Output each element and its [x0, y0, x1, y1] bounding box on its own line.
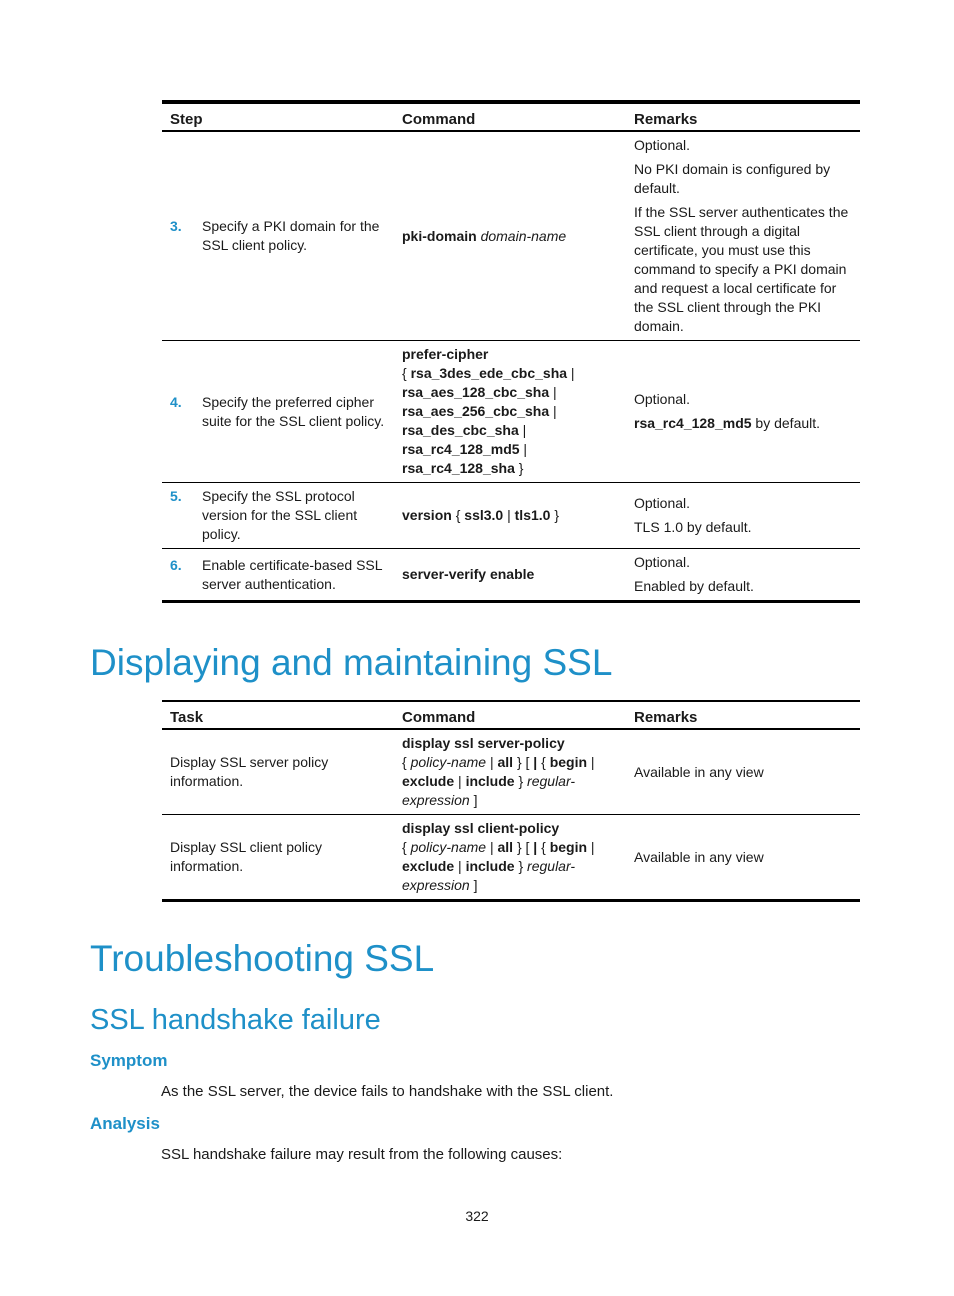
remarks-cell	[626, 131, 860, 341]
table-row	[162, 815, 860, 901]
command-segment: regular-expression	[402, 858, 576, 893]
command-segment: }	[550, 507, 560, 523]
command-segment: |	[533, 754, 538, 770]
step-description: Specify the SSL protocol version for the SSL client policy.	[202, 488, 358, 542]
command-segment: begin	[549, 754, 588, 770]
command-segment: ]	[469, 877, 478, 893]
command-segment: |	[587, 754, 595, 770]
command-segment: include	[465, 773, 515, 789]
step-command-table	[162, 100, 860, 603]
step-description: Enable certificate-based SSL server authentication.	[202, 556, 383, 592]
analysis-text: SSL handshake failure may result from the following causes:	[161, 1146, 563, 1163]
command-segment: |	[519, 441, 528, 457]
command-cell	[394, 549, 626, 602]
remark-segment: No PKI domain is configured by default.	[634, 161, 831, 196]
command-segment: regular-expression	[402, 773, 576, 808]
header-step: Step	[170, 111, 203, 128]
table-row	[162, 549, 860, 602]
remark-paragraph	[634, 390, 852, 409]
table-row	[162, 341, 860, 483]
remark-paragraph	[634, 136, 852, 155]
command-segment: }	[514, 773, 528, 789]
command-cell	[394, 341, 626, 483]
command-segment: } [	[513, 839, 534, 855]
step-number: 4.	[170, 393, 182, 410]
remark-paragraph	[634, 494, 852, 513]
command-segment: |	[587, 839, 595, 855]
header-command: Command	[402, 709, 476, 726]
remark-segment: Optional.	[634, 391, 691, 407]
task-cell: Display SSL server policy information.	[170, 754, 329, 789]
remark-segment: If the SSL server authenticates the SSL client through a digital certificate, you must use this command to specify a PKI domain and request a local certificate for the SSL client through the PKI domain.	[634, 204, 849, 334]
command-segment: policy-name	[410, 839, 487, 855]
header-task: Task	[170, 709, 204, 726]
header-command: Command	[402, 111, 476, 128]
step-cell	[162, 131, 394, 341]
remark-paragraph	[634, 577, 852, 596]
command-segment: ssl3.0	[464, 507, 504, 523]
command-segment: |	[486, 754, 498, 770]
command-segment: |	[486, 839, 498, 855]
command-segment: {	[402, 754, 411, 770]
command-segment: exclude	[402, 858, 455, 874]
command-segment: |	[454, 773, 466, 789]
step-description: Specify the preferred cipher suite for the SSL client policy.	[202, 393, 385, 429]
remark-segment: rsa_rc4_128_md5	[634, 415, 752, 431]
table-row	[162, 729, 860, 815]
command-segment: |	[567, 365, 575, 381]
command-segment: rsa_aes_128_cbc_sha	[402, 384, 550, 400]
remark-segment: Optional.	[634, 495, 691, 511]
section-title-displaying: Displaying and maintaining SSL	[90, 642, 613, 683]
command-cell	[394, 815, 626, 901]
table-row	[162, 131, 860, 341]
analysis-heading: Analysis	[90, 1114, 160, 1133]
command-segment: rsa_des_cbc_sha	[402, 422, 519, 438]
remarks-cell: Available in any view	[634, 848, 764, 865]
remark-segment: Enabled by default.	[634, 578, 754, 594]
command-segment: all	[497, 839, 514, 855]
command-segment: }	[514, 858, 528, 874]
command-segment: {	[537, 754, 550, 770]
remark-paragraph	[634, 553, 852, 572]
remark-segment: Optional.	[634, 137, 691, 153]
command-segment: |	[454, 858, 466, 874]
subsection-title: SSL handshake failure	[90, 1004, 381, 1036]
page-number: 322	[465, 1208, 489, 1224]
remark-segment: TLS 1.0 by default.	[634, 519, 752, 535]
command-segment: rsa_aes_256_cbc_sha	[402, 403, 550, 419]
task-cell: Display SSL client policy information.	[170, 839, 322, 874]
command-segment: }	[514, 460, 524, 476]
command-segment: all	[497, 754, 514, 770]
command-segment: |	[533, 839, 538, 855]
remark-segment: by default.	[751, 415, 821, 431]
command-cell	[394, 131, 626, 341]
table-header-row	[162, 102, 860, 131]
command-segment: |	[503, 507, 515, 523]
step-wrapper	[170, 487, 386, 544]
step-cell	[162, 341, 394, 483]
command-segment: |	[518, 422, 527, 438]
step-number: 5.	[170, 488, 182, 504]
command-segment: include	[465, 858, 515, 874]
command-segment: {	[402, 839, 411, 855]
command-segment: } [	[513, 754, 534, 770]
step-number: 3.	[170, 218, 182, 234]
table-row	[162, 483, 860, 549]
command-segment: rsa_rc4_128_sha	[402, 460, 515, 476]
command-segment: |	[549, 384, 557, 400]
header-remarks: Remarks	[634, 709, 698, 726]
step-wrapper	[170, 217, 386, 255]
remarks-cell	[626, 483, 860, 549]
command-cell	[394, 483, 626, 549]
command-segment: exclude	[402, 773, 455, 789]
step-cell	[162, 483, 394, 549]
remark-segment: Optional.	[634, 554, 691, 570]
command-segment: {	[537, 839, 550, 855]
command-segment: policy-name	[410, 754, 487, 770]
section-title-troubleshooting: Troubleshooting SSL	[90, 938, 435, 979]
command-segment: display ssl server-policy	[402, 735, 565, 751]
step-number: 6.	[170, 556, 182, 573]
command-segment: rsa_3des_ede_cbc_sha	[410, 365, 568, 381]
command-segment: |	[549, 403, 557, 419]
step-description: Specify a PKI domain for the SSL client policy.	[202, 218, 380, 253]
command-segment: pki-domain	[402, 227, 477, 244]
step-cell	[162, 549, 394, 602]
step-wrapper	[170, 393, 386, 431]
command-segment: tls1.0	[514, 507, 551, 523]
step-wrapper	[170, 556, 386, 594]
command-segment: ]	[469, 792, 478, 808]
command-segment: prefer-cipher	[402, 346, 489, 362]
symptom-text: As the SSL server, the device fails to handshake with the SSL client.	[161, 1083, 614, 1100]
command-segment: display ssl client-policy	[402, 820, 560, 836]
remark-paragraph	[634, 160, 852, 198]
command-segment: {	[451, 507, 465, 523]
remarks-cell	[626, 341, 860, 483]
command-segment: version	[402, 507, 452, 523]
command-segment: server-verify enable	[402, 566, 535, 582]
symptom-heading: Symptom	[90, 1051, 168, 1070]
command-segment: {	[402, 365, 411, 381]
remark-paragraph	[634, 414, 852, 433]
remarks-cell	[626, 549, 860, 602]
table-header-row	[162, 701, 860, 729]
remark-paragraph	[634, 203, 852, 336]
command-cell	[394, 729, 626, 815]
header-remarks: Remarks	[634, 111, 698, 128]
command-segment: begin	[549, 839, 588, 855]
remarks-cell: Available in any view	[634, 763, 764, 780]
task-command-table	[162, 700, 860, 902]
command-segment: rsa_rc4_128_md5	[402, 441, 520, 457]
command-segment: domain-name	[480, 227, 567, 244]
remark-paragraph	[634, 518, 852, 537]
